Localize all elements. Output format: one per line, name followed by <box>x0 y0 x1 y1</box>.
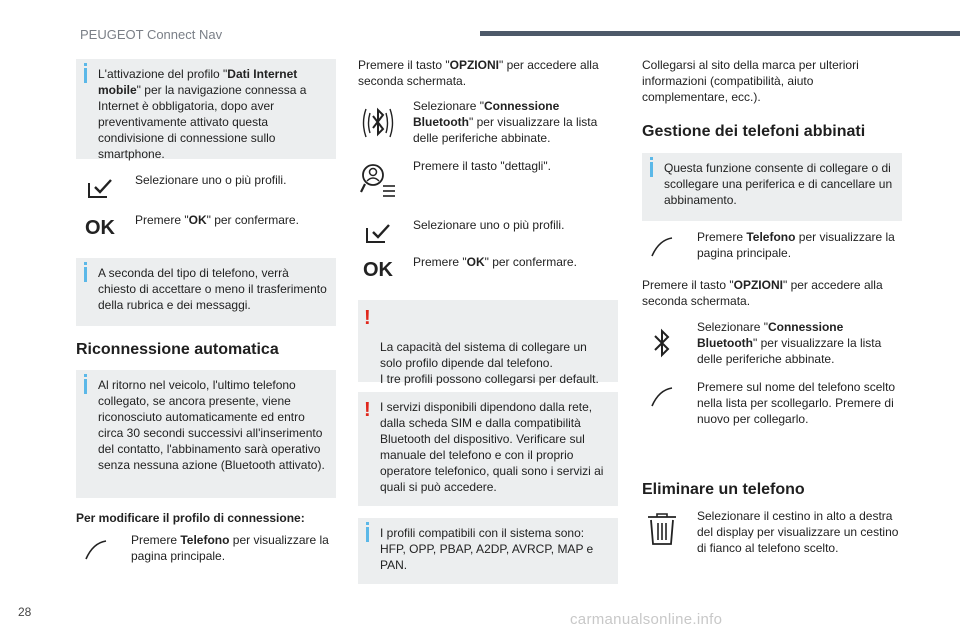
step-text: Selezionare il cestino in alto a destra del display per visualizzare un cestino di fianco al telefono scelto. <box>697 509 899 555</box>
step-select-profiles-2 <box>358 215 618 251</box>
text-bold: Telefono <box>746 230 796 244</box>
step-text: Premere il tasto "dettagli". <box>413 159 551 173</box>
text-part: " per visualizzare la lista delle periferiche abbinate. <box>697 336 882 366</box>
step-trash <box>642 508 902 558</box>
step-text: Premere sul nome del telefono scelto nella lista per scollegarlo. Premere di nuovo per collegarlo. <box>697 380 896 426</box>
text-bold: Telefono <box>180 533 230 547</box>
ok-glyph: OK <box>363 259 393 281</box>
text-part: Selezionare " <box>413 99 484 113</box>
heading-auto-reconnect: Riconnessione automatica <box>76 341 279 358</box>
text-part: Premere il tasto " <box>642 278 734 292</box>
watermark: carmanualsonline.info <box>570 611 723 628</box>
step-telefono-2 <box>642 229 902 265</box>
note-text: Questa funzione consente di collegare o di scollegare una periferica e di cancellare un abbinamento. <box>664 161 893 207</box>
text-part: " per accedere alla seconda schermata. <box>642 278 883 308</box>
step-bluetooth <box>358 98 618 148</box>
text-part: per visualizzare la pagina principale. <box>697 230 895 260</box>
warning-icon: ! <box>364 307 371 329</box>
warning-text: La capacità del sistema di collegare un solo profilo dipende dal telefono. I tre profili possono collegarsi per default. <box>380 340 599 386</box>
step-text <box>413 98 618 146</box>
step-confirm-ok-2 <box>358 252 618 288</box>
warning-text: I servizi disponibili dipendono dalla rete, dalla scheda SIM e dalla compatibilità Bluetooth del dispositivo. Verificare sul manuale del telefono e con il proprio operatore telefonico, quali sono i servizi ai quali si può accedere. <box>380 400 604 494</box>
step-details <box>358 158 618 202</box>
step-text <box>131 532 336 564</box>
finger-press-icon <box>76 532 116 568</box>
warning-services <box>358 392 618 506</box>
page-number: 28 <box>18 605 32 619</box>
col3-opzioni <box>642 277 902 309</box>
info-icon <box>650 162 653 177</box>
note-text: L'attivazione del profilo " <box>98 67 228 81</box>
ok-icon <box>80 210 120 246</box>
text-part: " per confermare. <box>484 255 577 269</box>
modify-profile-label: Per modificare il profilo di connessione: <box>76 511 305 525</box>
step-text: Selezionare uno o più profili. <box>413 218 565 232</box>
step-text <box>697 229 902 261</box>
info-icon <box>84 68 87 83</box>
col2-intro <box>358 57 618 89</box>
note-compatible-profiles <box>358 518 618 584</box>
step-select-profiles <box>80 170 340 206</box>
note-text: I profili compatibili con il sistema sono: HFP, OPP, PBAP, A2DP, AVRCP, MAP e PAN. <box>380 526 594 572</box>
step-text <box>135 212 340 228</box>
text-bold: Connessione Bluetooth <box>413 99 560 129</box>
step-telefono <box>76 532 336 568</box>
bluetooth-icon <box>642 319 682 369</box>
text-part: " per confermare. <box>206 213 299 227</box>
header-bar <box>480 31 960 36</box>
details-icon <box>358 158 398 202</box>
note-text: Al ritorno nel veicolo, l'ultimo telefono collegato, se ancora presente, viene riconosciuto automaticamente ed entro circa 30 secondi successivi all'inserimento del contatto, l'abbinamento sarà operativo senza nessuna azione (Bluetooth attivato). <box>98 378 325 472</box>
text-bold: OK <box>466 255 485 269</box>
ok-icon <box>358 252 398 288</box>
step-text: Selezionare uno o più profili. <box>135 173 287 187</box>
text-part: Selezionare " <box>697 320 768 334</box>
text-part: Premere il tasto " <box>358 58 450 72</box>
trash-icon <box>642 508 682 550</box>
heading-delete-phone: Eliminare un telefono <box>642 481 805 498</box>
text-part: " per visualizzare la lista delle periferiche abbinate. <box>413 115 598 145</box>
info-icon <box>366 527 369 542</box>
text-part: Premere <box>131 533 181 547</box>
info-icon <box>84 379 87 394</box>
col3-intro: Collegarsi al sito della marca per ulteriori informazioni (compatibilità, aiuto complementare, ecc.). <box>642 58 859 104</box>
step-phone-name <box>642 379 902 429</box>
text-bold: OK <box>188 213 207 227</box>
finger-press-icon <box>642 379 682 415</box>
text-bold: Connessione Bluetooth <box>697 320 844 350</box>
note-auto-reconnect <box>76 370 336 498</box>
warning-icon: ! <box>364 399 371 421</box>
checkbox-icon <box>80 170 120 206</box>
text-part: per visualizzare la pagina principale. <box>131 533 329 563</box>
text-part: Premere " <box>413 255 467 269</box>
bluetooth-icon <box>358 98 398 148</box>
note-text: " per la navigazione connessa a Internet è obbligatoria, dopo aver preventivamente attivato questa condivisione di connessione sullo smartphone. <box>98 83 307 161</box>
text-part: Premere " <box>135 213 189 227</box>
text-part: " per accedere alla seconda schermata. <box>358 58 599 88</box>
finger-press-icon <box>642 229 682 265</box>
note-phonebook <box>76 258 336 326</box>
checkbox-icon <box>358 215 398 251</box>
note-text: A seconda del tipo di telefono, verrà chiesto di accettare o meno il trasferimento della rubrica e dei messaggi. <box>98 266 327 312</box>
warning-single-profile <box>358 300 618 386</box>
heading-paired-phones: Gestione dei telefoni abbinati <box>642 123 866 140</box>
step-text <box>697 319 902 367</box>
step-bluetooth-2 <box>642 319 902 369</box>
note-bold: Dati Internet mobile <box>98 67 298 97</box>
info-icon <box>84 267 87 282</box>
step-text <box>413 254 618 270</box>
text-bold: OPZIONI <box>449 58 499 72</box>
ok-glyph: OK <box>85 217 115 239</box>
text-part: Premere <box>697 230 747 244</box>
note-manage-pairing <box>642 153 902 221</box>
note-internet-profile <box>76 59 336 159</box>
step-confirm-ok <box>80 210 340 246</box>
header-title: PEUGEOT Connect Nav <box>80 27 223 42</box>
text-bold: OPZIONI <box>733 278 783 292</box>
